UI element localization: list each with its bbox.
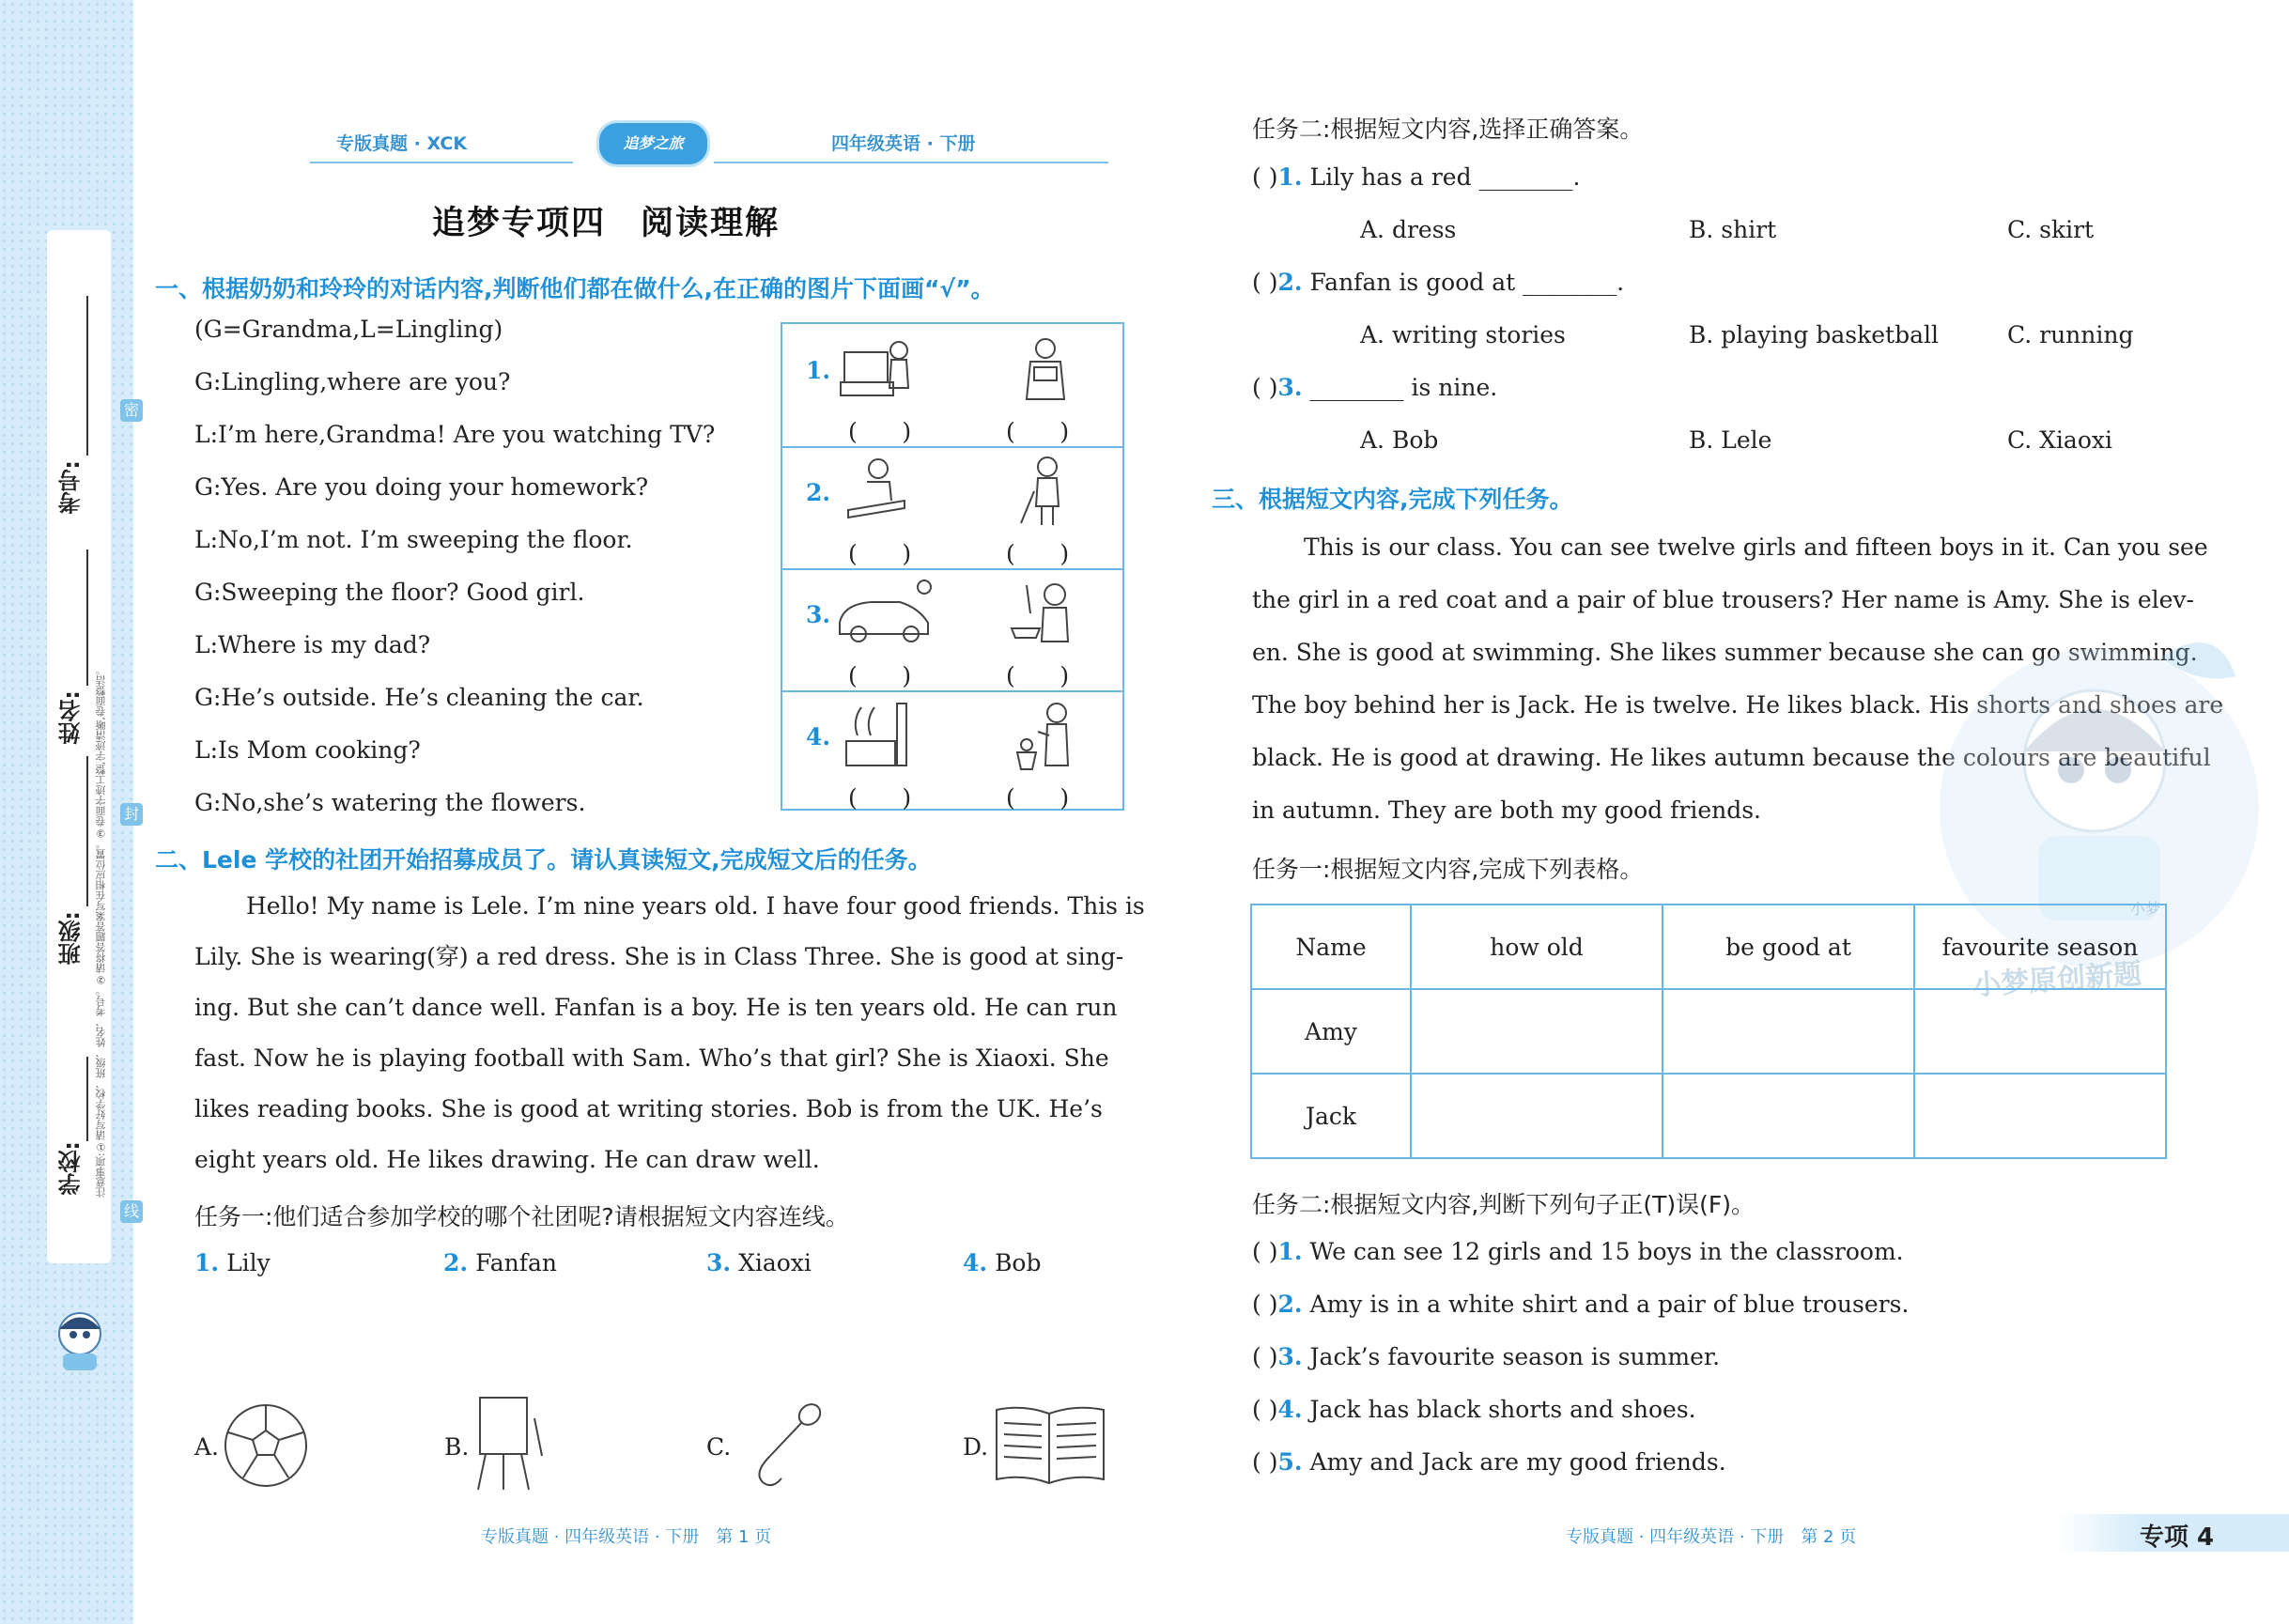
info-table [1250,904,2167,1159]
table-row [1251,1074,2166,1158]
answer-blank[interactable]: ( ) [848,418,912,445]
task2-instruction: 任务二:根据短文内容,选择正确答案。 [1252,116,1644,143]
match-name-bob[interactable]: 4. Bob [963,1249,1042,1276]
statement-4: ( )4. Jack has black shorts and shoes. [1252,1396,1696,1423]
section2-heading: 二、Lele 学校的社团开始招募成员了。请认真读短文,完成短文后的任务。 [155,846,932,874]
passage-line: the girl in a red coat and a pair of blue trousers? Her name is Amy. She is elev- [1252,586,2195,613]
doing-homework-picture [839,454,914,529]
footer-left: 专版真题 · 四年级英语 · 下册 第 1 页 [481,1527,772,1547]
choice[interactable]: B. shirt [1689,216,1777,243]
row-number: 4. [806,723,831,750]
dialogue-line: L:Where is my dad? [194,631,431,658]
answer-blank[interactable]: ( ) [1006,784,1070,812]
match-name-fanfan[interactable]: 2. Fanfan [443,1249,557,1276]
name-line [86,549,88,686]
cut-mark-line: 线 [120,1200,143,1223]
choice[interactable]: C. running [2007,321,2134,348]
answer-blank[interactable]: ( ) [1252,1291,1278,1318]
statement-2: ( )2. Amy is in a white shirt and a pair of blue trousers. [1252,1291,1910,1318]
table-answer-cell[interactable] [1663,989,1914,1074]
passage-line: This is our class. You can see twelve girls and fifteen boys in it. Can you see [1304,534,2208,561]
picture-row-4 [782,690,1122,812]
watermark-small-label: 小梦 [2130,900,2161,918]
answer-blank[interactable]: ( ) [1006,662,1070,689]
answer-blank[interactable]: ( ) [848,784,912,812]
option-c-label: C. [706,1433,732,1461]
student-info-panel [47,230,111,1263]
table-header-cell: be good at [1663,905,1914,989]
drawing-easel-icon[interactable] [472,1390,548,1493]
cooking-picture [1008,576,1083,651]
statement-3: ( )3. Jack’s favourite season is summer. [1252,1343,1721,1370]
table-answer-cell[interactable] [1411,1074,1663,1158]
answer-blank[interactable]: ( ) [1252,1396,1278,1423]
answer-blank[interactable]: ( ) [1252,1238,1278,1265]
watermark-label: 小梦原创新题 [1972,957,2143,1003]
header-rule-right [714,162,1108,163]
class-line [86,756,88,906]
dialogue-line: G:He’s outside. He’s cleaning the car. [194,684,644,711]
watering-flowers-picture [1008,698,1083,773]
question-3: ( )3. ________ is nine. [1252,374,1498,401]
watching-tv-picture [839,332,914,407]
option-d-label: D. [963,1433,989,1461]
passage-line: eight years old. He likes drawing. He can draw well. [194,1146,820,1173]
picture-row-3 [782,568,1122,692]
table-answer-cell[interactable] [1411,989,1663,1074]
table-header-cell: favourite season [1914,905,2166,989]
stove-picture [839,698,914,773]
answer-blank[interactable]: ( ) [848,540,912,567]
section3-heading: 三、根据短文内容,完成下列任务。 [1212,486,1573,513]
question-2: ( )2. Fanfan is good at ________. [1252,269,1625,296]
picture-grid [781,322,1124,811]
section1-heading: 一、根据奶奶和玲玲的对话内容,判断他们都在做什么,在正确的图片下面画“√”。 [155,275,995,302]
class-label: 班级: [58,911,85,966]
sweeping-floor-picture [1008,454,1083,529]
dialogue-line: (G=Grandma,L=Lingling) [194,316,503,343]
choice[interactable]: A. writing stories [1360,321,1566,348]
passage-line: Hello! My name is Lele. I’m nine years old. I have four good friends. This is [246,892,1145,920]
task2-instruction: 任务二:根据短文内容,判断下列句子正(T)误(F)。 [1252,1191,1755,1218]
mascot-icon [42,1301,127,1376]
choice[interactable]: A. Bob [1360,426,1439,454]
choice[interactable]: B. playing basketball [1689,321,1939,348]
page-title: 追梦专项四 阅读理解 [432,205,781,242]
school-line [86,1057,88,1141]
answer-blank[interactable]: ( ) [1006,540,1070,567]
school-label: 学校: [58,1141,85,1196]
answer-blank[interactable]: ( ) [1252,1343,1278,1370]
dialogue-line: L:No,I’m not. I’m sweeping the floor. [194,526,633,553]
passage-line: ing. But she can’t dance well. Fanfan is a boy. He is ten years old. He can run [194,994,1118,1021]
dialogue-line: L:I’m here,Grandma! Are you watching TV? [194,421,716,448]
answer-blank[interactable]: ( ) [1252,1448,1278,1476]
header-logo [596,120,710,167]
choice[interactable]: A. dress [1360,216,1457,243]
table-cell-name: Jack [1251,1074,1411,1158]
picture-row-1 [782,324,1122,448]
header-logo-text: 追梦之旅 [623,134,684,152]
statement-5: ( )5. Amy and Jack are my good friends. [1252,1448,1726,1476]
table-header-cell: Name [1251,905,1411,989]
dialogue-line: G:No,she’s watering the flowers. [194,789,586,816]
task1-instruction: 任务一:根据短文内容,完成下列表格。 [1252,856,1644,883]
dialogue-line: G:Lingling,where are you? [194,368,511,395]
exam-no-label: 考号: [58,460,85,515]
dialogue-line: G:Yes. Are you doing your homework? [194,473,649,501]
row-number: 3. [806,601,831,628]
answer-blank[interactable]: ( ) [1252,163,1278,191]
row-number: 1. [806,357,831,384]
question-1: ( )1. Lily has a red ________. [1252,163,1581,191]
statement-1: ( )1. We can see 12 girls and 15 boys in the classroom. [1252,1238,1904,1265]
table-row [1251,989,2166,1074]
table-header-cell: how old [1411,905,1663,989]
header-rule-left [310,162,573,163]
choice[interactable]: C. Xiaoxi [2007,426,2112,454]
task1-instruction: 任务一:他们适合参加学校的哪个社团呢?请根据短文内容连线。 [194,1203,849,1230]
name-label: 姓名: [58,690,85,745]
passage-line: Lily. She is wearing(穿) a red dress. She is in Class Three. She is good at sing- [194,943,1124,970]
answer-blank[interactable]: ( ) [1252,374,1278,401]
match-name-lily[interactable]: 1. Lily [194,1249,271,1276]
header-right-label: 四年级英语 · 下册 [831,133,976,154]
passage-line: fast. Now he is playing football with Sam. Who’s that girl? She is Xiaoxi. She [194,1044,1109,1072]
cleaning-car-picture [834,576,937,651]
option-a-label: A. [194,1433,220,1461]
table-answer-cell[interactable] [1914,1074,2166,1158]
passage-line: The boy behind her is Jack. He is twelve. He likes black. His shorts and shoes are [1252,691,2224,719]
answer-blank[interactable]: ( ) [1006,418,1070,445]
match-name-xiaoxi[interactable]: 3. Xiaoxi [706,1249,812,1276]
football-icon[interactable] [223,1402,309,1489]
row-number: 2. [806,479,831,506]
exam-no-line [86,296,88,456]
choice[interactable]: B. Lele [1689,426,1772,454]
cut-mark-seal: 密 [120,399,143,422]
footer-right: 专版真题 · 四年级英语 · 下册 第 2 页 [1566,1527,1857,1547]
book-icon[interactable] [993,1404,1107,1487]
passage-line: likes reading books. She is good at writing stories. Bob is from the UK. He’s [194,1095,1103,1122]
passage-line: en. She is good at swimming. She likes summer because she can go swimming. [1252,639,2198,666]
footer-badge: 专项 4 [2140,1523,2215,1552]
table-header-row [1251,905,2166,989]
dialogue-line: G:Sweeping the floor? Good girl. [194,579,585,606]
microphone-icon[interactable] [735,1398,828,1492]
header-left-label: 专版真题 · XCK [336,133,468,154]
answer-blank[interactable]: ( ) [848,662,912,689]
notice-text: 注意事项:①请写好学校、班级、姓名、考号。②请将答题答案写在相应位置。③卷面字迹工整,字迹清晰,卷面整洁。 [95,665,107,1198]
picture-row-2 [782,446,1122,570]
table-answer-cell[interactable] [1914,989,2166,1074]
table-answer-cell[interactable] [1663,1074,1914,1158]
cut-mark-envelope: 封 [120,803,143,826]
grandma-reading-picture [1008,332,1083,407]
answer-blank[interactable]: ( ) [1252,269,1278,296]
choice[interactable]: C. skirt [2007,216,2095,243]
passage-line: in autumn. They are both my good friends. [1252,797,1761,824]
table-cell-name: Amy [1251,989,1411,1074]
dialogue-line: L:Is Mom cooking? [194,736,421,764]
option-b-label: B. [444,1433,470,1461]
passage-line: black. He is good at drawing. He likes autumn because the colours are beautiful [1252,744,2211,771]
